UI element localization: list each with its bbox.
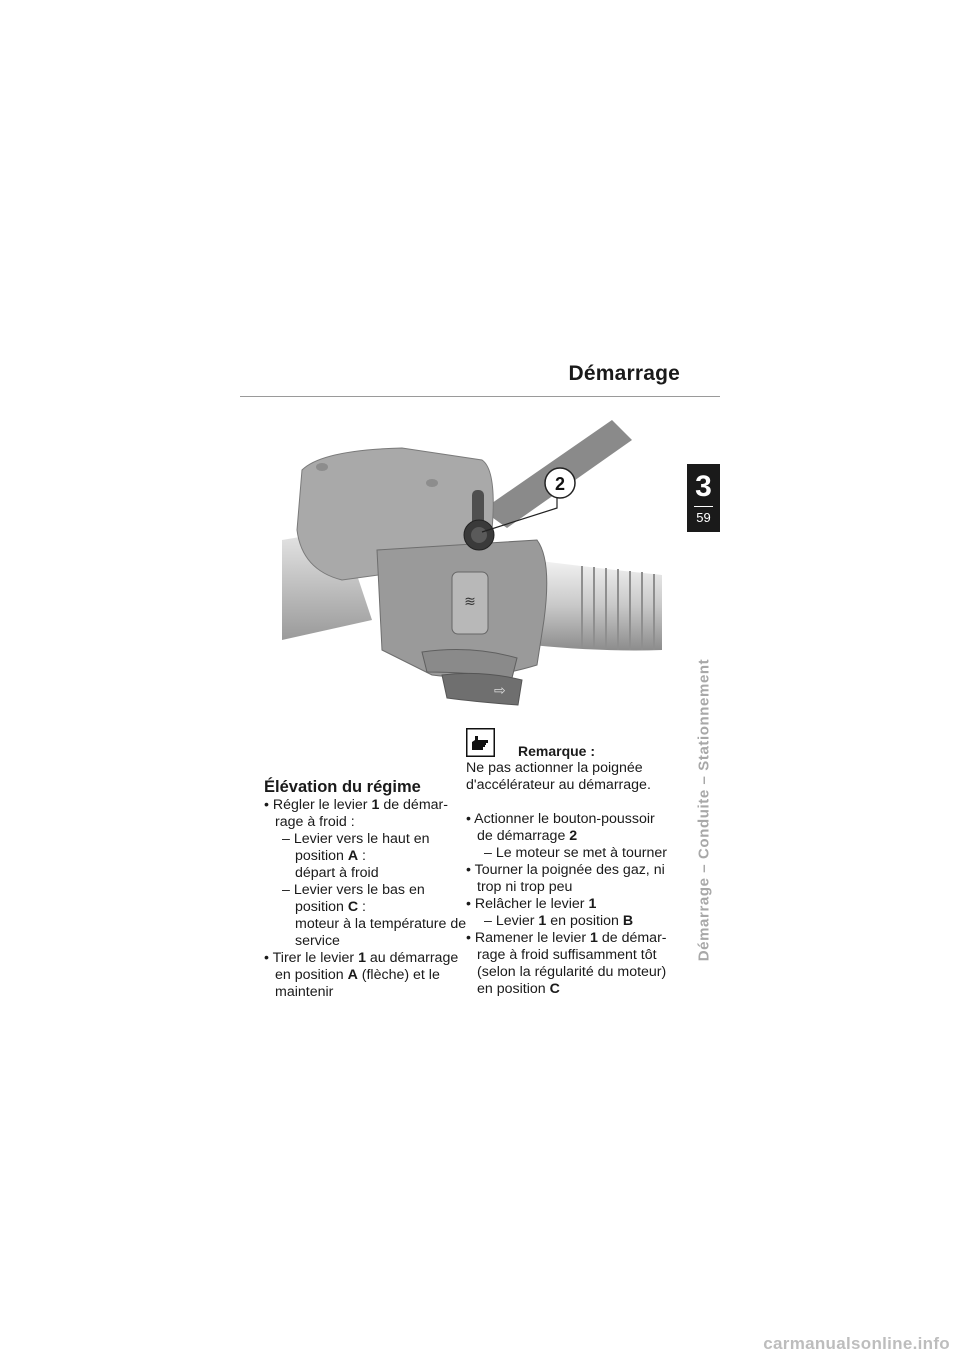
svg-text:⇨: ⇨ bbox=[494, 683, 506, 699]
note-label: Remarque : bbox=[518, 743, 596, 759]
list-item: • Tirer le levier 1 au démarrage en position A (flèche) et le maintenir bbox=[264, 950, 459, 1000]
note-hand-icon bbox=[466, 728, 495, 757]
list-item: – Levier 1 en position B bbox=[484, 913, 634, 929]
right-column bbox=[466, 728, 686, 998]
list-item: – Le moteur se met à tourner bbox=[484, 845, 667, 861]
callout-number: 2 bbox=[554, 474, 566, 494]
list-item: – Levier vers le haut en position A : départ à froid bbox=[282, 831, 430, 881]
handlebar-switch-illustration bbox=[282, 420, 682, 720]
chapter-divider bbox=[694, 506, 713, 507]
list-item: – Levier vers le bas en position C : moteur à la température de service bbox=[282, 882, 467, 949]
note-header bbox=[466, 728, 686, 760]
list-item: • Ramener le levier 1 de démar- rage à froid suffisamment tôt (selon la régularité du moteur) en position C bbox=[466, 930, 667, 997]
left-column bbox=[264, 778, 469, 1001]
list-item: • Actionner le bouton-poussoir de démarrage 2 bbox=[466, 811, 655, 844]
title-divider bbox=[240, 396, 720, 397]
chapter-tab bbox=[687, 464, 720, 532]
list-item: • Régler le levier 1 de démar- rage à froid : bbox=[264, 797, 448, 830]
page-title: Démarrage bbox=[568, 362, 680, 385]
chapter-side-label: Démarrage – Conduite – Stationnement bbox=[695, 658, 713, 962]
svg-text:≋: ≋ bbox=[464, 594, 476, 610]
list-item: • Tourner la poignée des gaz, ni trop ni trop peu bbox=[466, 862, 665, 895]
turn-signal-switch bbox=[442, 673, 522, 705]
section-heading: Élévation du régime bbox=[264, 778, 421, 796]
note-text: Ne pas actionner la poignée d'accélérateur au démarrage. bbox=[466, 760, 651, 793]
chapter-number: 3 bbox=[695, 470, 712, 503]
watermark: carmanualsonline.info bbox=[763, 1334, 950, 1353]
list-item: • Relâcher le levier 1 bbox=[466, 896, 597, 912]
page-number: 59 bbox=[696, 510, 711, 525]
